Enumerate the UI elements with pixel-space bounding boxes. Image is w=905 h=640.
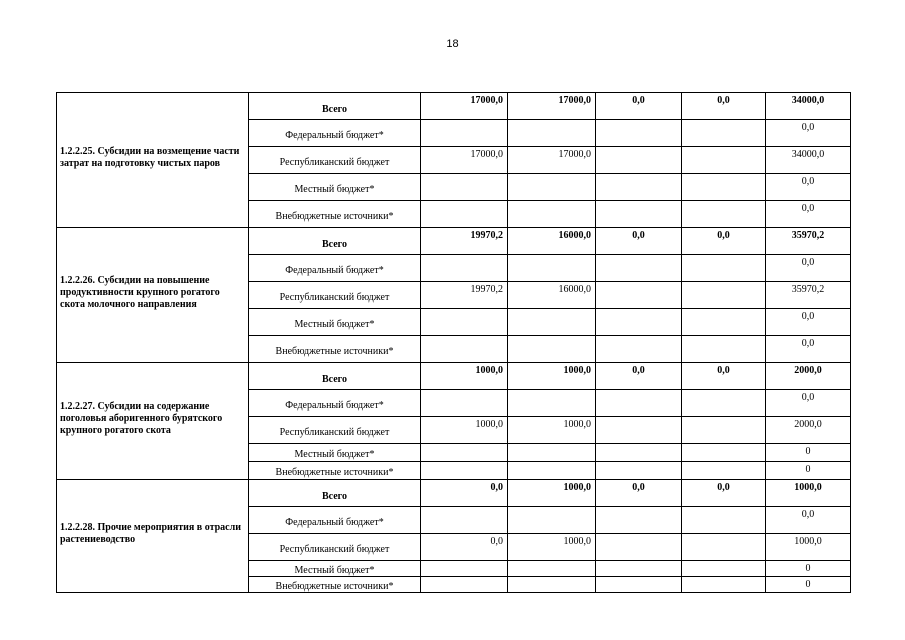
value-cell: 0,0 <box>421 480 508 507</box>
value-cell: 16000,0 <box>508 282 596 309</box>
value-cell <box>596 390 682 417</box>
value-cell <box>596 147 682 174</box>
funding-source: Внебюджетные источники* <box>249 336 421 363</box>
page-number: 18 <box>446 38 459 50</box>
value-cell: 1000,0 <box>508 534 596 561</box>
value-cell <box>682 534 766 561</box>
program-name: 1.2.2.28. Прочие мероприятия в отрасли растениеводство <box>60 522 241 545</box>
value-cell <box>508 174 596 201</box>
value-cell <box>421 309 508 336</box>
program-cell <box>57 228 249 363</box>
value-cell <box>682 444 766 462</box>
value-cell: 0,0 <box>682 93 766 120</box>
value-cell <box>682 417 766 444</box>
value-cell <box>508 390 596 417</box>
value-cell <box>508 336 596 363</box>
funding-source: Местный бюджет* <box>249 174 421 201</box>
value-cell <box>596 336 682 363</box>
funding-source: Всего <box>249 363 421 390</box>
value-cell <box>682 147 766 174</box>
total-value-cell: 0,0 <box>766 174 851 201</box>
value-cell <box>596 174 682 201</box>
value-cell: 0,0 <box>596 363 682 390</box>
value-cell <box>596 444 682 462</box>
value-cell <box>596 255 682 282</box>
value-cell <box>421 444 508 462</box>
value-cell <box>508 462 596 480</box>
value-cell: 16000,0 <box>508 228 596 255</box>
value-cell: 0,0 <box>682 480 766 507</box>
value-cell: 0,0 <box>421 534 508 561</box>
total-value-cell: 35970,2 <box>766 282 851 309</box>
funding-source: Федеральный бюджет* <box>249 255 421 282</box>
value-cell <box>508 201 596 228</box>
total-value-cell: 1000,0 <box>766 534 851 561</box>
value-cell <box>682 120 766 147</box>
value-cell <box>421 507 508 534</box>
value-cell <box>596 417 682 444</box>
program-cell <box>57 480 249 593</box>
funding-source: Всего <box>249 228 421 255</box>
value-cell <box>596 462 682 480</box>
funding-source: Местный бюджет* <box>249 561 421 577</box>
value-cell: 17000,0 <box>508 147 596 174</box>
funding-source: Республиканский бюджет <box>249 147 421 174</box>
value-cell <box>596 201 682 228</box>
value-cell <box>421 120 508 147</box>
value-cell <box>682 201 766 228</box>
value-cell <box>508 507 596 534</box>
value-cell: 1000,0 <box>508 417 596 444</box>
table-row-total <box>57 363 851 390</box>
value-cell <box>682 174 766 201</box>
value-cell <box>508 561 596 577</box>
table-row-total <box>57 93 851 120</box>
funding-source: Федеральный бюджет* <box>249 390 421 417</box>
value-cell <box>508 444 596 462</box>
funding-source: Федеральный бюджет* <box>249 120 421 147</box>
total-value-cell: 0 <box>766 577 851 593</box>
value-cell <box>682 577 766 593</box>
value-cell: 17000,0 <box>421 93 508 120</box>
program-name: 1.2.2.25. Субсидии на возмещение части затрат на подготовку чистых паров <box>60 146 240 169</box>
value-cell <box>421 390 508 417</box>
funding-source: Внебюджетные источники* <box>249 201 421 228</box>
table-row-total <box>57 480 851 507</box>
funding-source: Всего <box>249 93 421 120</box>
funding-source: Всего <box>249 480 421 507</box>
value-cell <box>682 507 766 534</box>
total-value-cell: 0,0 <box>766 336 851 363</box>
value-cell: 19970,2 <box>421 228 508 255</box>
budget-table <box>56 92 851 593</box>
value-cell: 17000,0 <box>421 147 508 174</box>
value-cell <box>421 462 508 480</box>
value-cell: 0,0 <box>596 480 682 507</box>
total-value-cell: 35970,2 <box>766 228 851 255</box>
total-value-cell: 1000,0 <box>766 480 851 507</box>
value-cell <box>421 174 508 201</box>
value-cell <box>596 534 682 561</box>
value-cell <box>682 336 766 363</box>
total-value-cell: 0,0 <box>766 120 851 147</box>
value-cell <box>421 255 508 282</box>
table-row-total <box>57 228 851 255</box>
value-cell <box>421 201 508 228</box>
total-value-cell: 34000,0 <box>766 147 851 174</box>
funding-source: Республиканский бюджет <box>249 534 421 561</box>
value-cell <box>508 577 596 593</box>
total-value-cell: 34000,0 <box>766 93 851 120</box>
value-cell: 17000,0 <box>508 93 596 120</box>
table-body <box>57 93 851 593</box>
value-cell <box>682 255 766 282</box>
total-value-cell: 0 <box>766 462 851 480</box>
value-cell <box>682 462 766 480</box>
value-cell <box>596 507 682 534</box>
value-cell <box>596 282 682 309</box>
program-cell <box>57 93 249 228</box>
total-value-cell: 2000,0 <box>766 363 851 390</box>
funding-source: Местный бюджет* <box>249 444 421 462</box>
value-cell: 1000,0 <box>421 417 508 444</box>
funding-source: Республиканский бюджет <box>249 417 421 444</box>
total-value-cell: 0,0 <box>766 507 851 534</box>
total-value-cell: 0,0 <box>766 255 851 282</box>
total-value-cell: 2000,0 <box>766 417 851 444</box>
value-cell <box>508 309 596 336</box>
value-cell <box>596 120 682 147</box>
value-cell <box>508 120 596 147</box>
value-cell: 1000,0 <box>421 363 508 390</box>
value-cell <box>596 577 682 593</box>
total-value-cell: 0 <box>766 561 851 577</box>
value-cell <box>508 255 596 282</box>
value-cell: 0,0 <box>682 363 766 390</box>
funding-source: Федеральный бюджет* <box>249 507 421 534</box>
funding-source: Внебюджетные источники* <box>249 577 421 593</box>
value-cell <box>421 561 508 577</box>
value-cell <box>682 309 766 336</box>
value-cell <box>596 309 682 336</box>
value-cell: 1000,0 <box>508 480 596 507</box>
value-cell <box>596 561 682 577</box>
total-value-cell: 0,0 <box>766 390 851 417</box>
funding-source: Внебюджетные источники* <box>249 462 421 480</box>
value-cell <box>421 577 508 593</box>
value-cell <box>682 282 766 309</box>
value-cell: 19970,2 <box>421 282 508 309</box>
program-cell <box>57 363 249 480</box>
value-cell: 0,0 <box>682 228 766 255</box>
value-cell <box>682 561 766 577</box>
total-value-cell: 0 <box>766 444 851 462</box>
total-value-cell: 0,0 <box>766 309 851 336</box>
program-name: 1.2.2.26. Субсидии на повышение продуктивности крупного рогатого скота молочного направления <box>60 275 220 310</box>
value-cell: 1000,0 <box>508 363 596 390</box>
program-name: 1.2.2.27. Субсидии на содержание поголовья аборигенного бурятского крупного рогатого скота <box>60 401 223 436</box>
value-cell: 0,0 <box>596 93 682 120</box>
funding-source: Республиканский бюджет <box>249 282 421 309</box>
total-value-cell: 0,0 <box>766 201 851 228</box>
value-cell <box>421 336 508 363</box>
funding-source: Местный бюджет* <box>249 309 421 336</box>
value-cell: 0,0 <box>596 228 682 255</box>
value-cell <box>682 390 766 417</box>
